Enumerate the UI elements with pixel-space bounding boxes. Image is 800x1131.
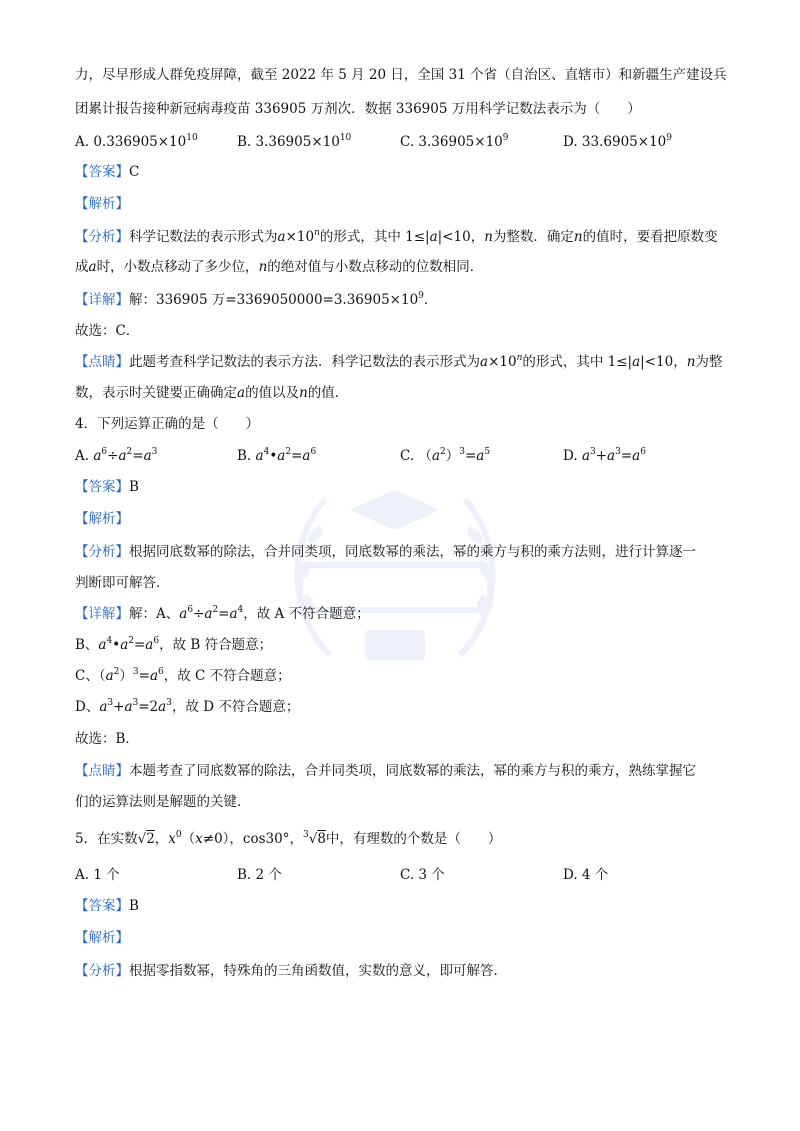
sqrt-2: √2 (137, 831, 155, 847)
q3-jiexi: 【解析】 (75, 196, 129, 212)
q3-detail: 【详解】解：336905 万$=3369050000=3.36905\times 10^9$． (75, 291, 438, 308)
q3-option-b: B. $3.36905\times 10^{10}$ (237, 133, 352, 150)
q3-choose: 故选：C． (75, 323, 140, 339)
q3-answer: 【答案】C (75, 164, 140, 180)
q4-detail-d: D、$a^3+a^3=2a^3$，故 D 不符合题意； (75, 698, 300, 715)
q5-answer: 【答案】B (75, 898, 139, 914)
q4-jiexi: 【解析】 (75, 511, 129, 527)
q5-option-c: C. 3 个 (400, 867, 445, 883)
q5-stem: 5．在实数√2，$x^0(x\ne 0)$，cos30°，$^3$√8中，有理数的个数是（ ） (75, 830, 502, 847)
q4-comment-line-1: 【点睛】本题考查了同底数幂的除法，合并同类项，同底数幂的乘法，幂的乘方与积的乘方，熟练掌握它 (75, 763, 696, 779)
q4-fenxi-line-1: 【分析】根据同底数幂的除法，合并同类项，同底数幂的乘法，幂的乘方与积的乘方法则，进行计算逐一 (75, 544, 696, 560)
answer-tag: 【答案】 (75, 164, 129, 180)
q3-fenxi-line-1: 【分析】科学记数法的表示形式为$a\times 10^n$的形式，其中 1≤|a|<10，n为整数．确定n的值时，要看把原数变 (75, 228, 718, 245)
watermark-logo (270, 455, 520, 705)
q4-answer: 【答案】B (75, 479, 139, 495)
q4-fenxi-line-2: 判断即可解答． (75, 575, 170, 591)
q5-option-b: B. 2 个 (237, 867, 282, 883)
intro-line-1: 力，尽早形成人群免疫屏障，截至 2022 年 5 月 20 日，全国 31 个省（自治区、直辖市）和新疆生产建设兵 (75, 67, 727, 83)
q3-fenxi-line-2: 成a时，小数点移动了多少位，n的绝对值与小数点移动的位数相同． (75, 259, 484, 275)
q4-detail-a: 【详解】解：A、$a^6\div a^2=a^4$，故 A 不符合题意； (75, 605, 370, 622)
q4-stem: 4．下列运算正确的是（ ） (75, 416, 260, 432)
q5-jiexi: 【解析】 (75, 930, 129, 946)
q3-option-a: A. $0.336905\times 10^{10}$ (75, 133, 198, 150)
q4-choose: 故选：B． (75, 731, 139, 747)
q4-option-a: A. $a^6\div a^2=a^3$ (75, 447, 158, 464)
q3-comment-line-1: 【点睛】此题考查科学记数法的表示方法．科学记数法的表示形式为$a\times 10^n$的形式，其中 1≤|a|<10，n为整 (75, 353, 723, 370)
q4-detail-c: C、$(a^2)^3=a^6$，故 C 不符合题意； (75, 667, 291, 684)
cube-root-8: $^3$√8 (302, 830, 326, 847)
q4-option-b: B. $a^4•a^2=a^6$ (237, 447, 317, 464)
q5-fenxi: 【分析】根据零指数幂，特殊角的三角函数值，实数的意义，即可解答． (75, 963, 507, 979)
q5-option-a: A. 1 个 (75, 867, 120, 883)
q5-option-d: D. 4 个 (563, 867, 609, 883)
q3-option-d: D. $33.6905\times 10^9$ (563, 133, 672, 150)
q3-comment-line-2: 数，表示时关键要正确确定a的值以及n的值． (75, 385, 349, 401)
q4-detail-b: B、$a^4•a^2=a^6$，故 B 符合题意； (75, 636, 273, 653)
q4-option-c: C. $(a^2)^3=a^5$ (400, 447, 491, 464)
q4-comment-line-2: 们的运算法则是解题的关键． (75, 794, 251, 810)
q3-option-c: C. $3.36905\times 10^9$ (400, 133, 509, 150)
intro-line-2: 团累计报告接种新冠病毒疫苗 336905 万剂次．数据 336905 万用科学记数法表示为（ ） (75, 101, 641, 117)
q4-option-d: D. $a^3+a^3=a^6$ (563, 447, 646, 464)
